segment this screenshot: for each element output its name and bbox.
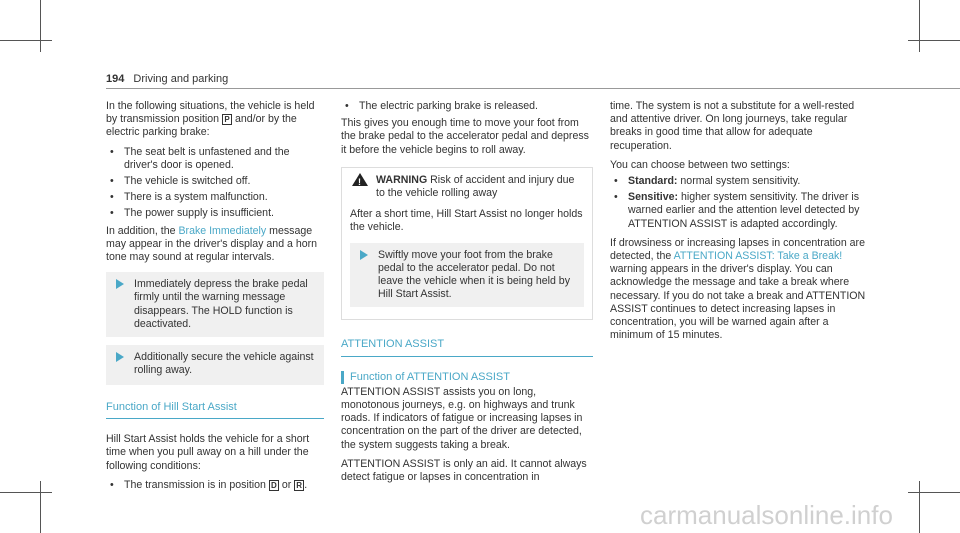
paragraph: ATTENTION ASSIST is only an aid. It cannot always detect fatigue or lapses in concentration in <box>341 457 587 484</box>
brake-immediately-link[interactable]: Brake Immediately <box>178 224 267 237</box>
instruction-step: Immediately depress the brake pedal firmly until the warning message disappears. The HOLD function is deactivated. <box>106 272 324 337</box>
crop-mark <box>40 481 41 533</box>
hill-paragraph: Hill Start Assist holds the vehicle for a short time when you pull away on a hill under the following conditions: <box>106 433 310 472</box>
crop-mark <box>40 0 41 52</box>
list-item: • Standard: normal system sensitivity. <box>610 175 868 188</box>
list-item: • Sensitive: higher system sensitivity. The driver is warned earlier and the attention level detected by ATTENTION ASSIST is adapted accordingly. <box>610 191 868 231</box>
section-title: ATTENTION ASSIST <box>341 338 593 356</box>
gear-d-symbol: D <box>269 480 279 491</box>
attention-assist-link[interactable]: ATTENTION ASSIST: Take a Break! <box>673 250 843 263</box>
crop-mark <box>0 40 52 41</box>
crop-mark <box>919 481 920 533</box>
column-2 <box>341 100 593 490</box>
list-item: • There is a system malfunction. <box>106 191 324 204</box>
header-divider <box>106 88 960 89</box>
column-3 <box>610 100 868 348</box>
warning-header <box>342 168 592 204</box>
list-item: • The seat belt is unfastened and the driver's door is opened. <box>106 146 324 172</box>
gear-p-symbol: P <box>222 114 232 125</box>
addition-paragraph: In addition, the Brake Immediately message may appear in the driver's display and a horn tone may sound at regular intervals. <box>106 224 318 264</box>
warning-box <box>341 167 593 321</box>
warning-triangle-icon: ! <box>352 173 368 186</box>
section-title: Function of Hill Start Assist <box>106 401 324 419</box>
crop-mark <box>0 492 52 493</box>
gear-r-symbol: R <box>294 480 304 491</box>
subsection-title: Function of ATTENTION ASSIST <box>341 371 593 384</box>
warning-body: After a short time, Hill Start Assist no longer holds the vehicle. Swiftly move your foot from the brake pedal to the accelerator pedal. Do not leave the vehicle when it is being held by Hill Start Assist. <box>342 204 592 319</box>
arrow-right-icon <box>116 352 124 362</box>
list-item: • The transmission is in position D or R . <box>106 479 324 492</box>
crop-mark <box>919 0 920 52</box>
instruction-step: Additionally secure the vehicle against rolling away. <box>106 345 324 385</box>
paragraph: time. The system is not a substitute for a well-rested and attentive driver. On long journeys, take regular breaks in good time that allow for adequate recuperation. <box>610 100 855 152</box>
paragraph: This gives you enough time to move your foot from the brake pedal to the accelerator pedal and depress it before the vehicle begins to roll away. <box>341 117 589 156</box>
arrow-right-icon <box>360 250 368 260</box>
instruction-step: Swiftly move your foot from the brake pedal to the accelerator pedal. Do not leave the vehicle when it is being held by Hill Start Assist. <box>350 243 584 308</box>
paragraph: You can choose between two settings: <box>610 158 790 171</box>
crop-mark <box>908 492 960 493</box>
page-number: 194 <box>106 73 125 85</box>
warning-label: WARNING <box>376 173 428 186</box>
crop-mark <box>908 40 960 41</box>
list-item: • The electric parking brake is released. <box>341 100 593 113</box>
arrow-right-icon <box>116 279 124 289</box>
watermark: carmanualsonline.info <box>640 500 893 530</box>
paragraph: ATTENTION ASSIST assists you on long, monotonous journeys, e.g. on highways and trunk roads. If indicators of fatigue or increasing lapses in concentration on the part of the driver are detected, the system suggests taking a break. <box>341 385 583 451</box>
column-1 <box>106 100 324 495</box>
intro-paragraph: In the following situations, the vehicle is held by transmission position P and/or by the electric parking brake: <box>106 100 315 139</box>
section-name: Driving and parking <box>133 73 229 85</box>
page-header <box>106 73 228 85</box>
paragraph: If drowsiness or increasing lapses in concentration are detected, the ATTENTION ASSIST: Take a Break! warning appears in the driver's display. You can acknowledge the message and take a break where necessary. If you do not take a break and ATTENTION ASSIST continues to detect increasing lapses in concentration, you will be warned again after a minimum of 15 minutes. <box>610 236 866 342</box>
list-item: • The vehicle is switched off. <box>106 175 324 188</box>
list-item: • The power supply is insufficient. <box>106 207 324 220</box>
warning-title: Risk of accident and injury due to the vehicle rolling away <box>376 173 575 200</box>
